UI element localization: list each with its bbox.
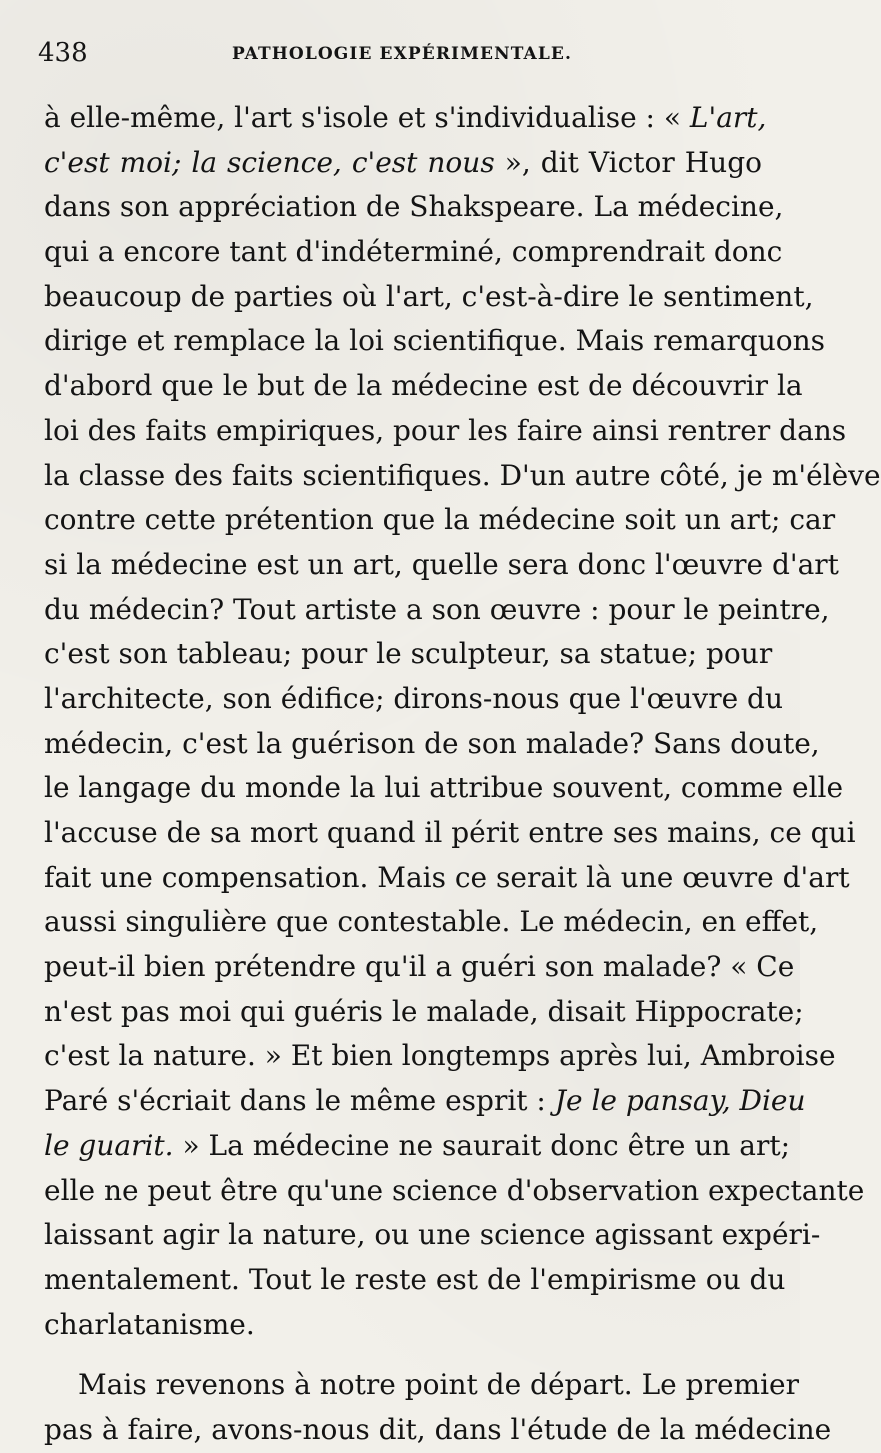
text-line-24: le guarit. » La médecine ne saurait donc être un art; [44, 1128, 791, 1162]
text-line-11: si la médecine est un art, quelle sera donc l'œuvre d'art [44, 547, 839, 581]
text-line-30: pas à faire, avons-nous dit, dans l'étude de la médecine [44, 1412, 832, 1446]
text-line-27: mentalement. Tout le reste est de l'empirisme ou du [44, 1262, 786, 1296]
text-line-13: c'est son tableau; pour le sculpteur, sa statue; pour [44, 637, 773, 671]
text-line-23: Paré s'écriait dans le même esprit : Je le pansay, Dieu [44, 1084, 806, 1118]
text-line-25: elle ne peut être qu'une science d'observation expectante [44, 1173, 865, 1207]
text-line-6: dirige et remplace la loi scientifique. Mais remarquons [44, 324, 825, 358]
body-text [44, 96, 881, 1453]
text-line-29: Mais revenons à notre point de départ. Le premier [78, 1368, 799, 1402]
text-line-8: loi des faits empiriques, pour les faire ainsi rentrer dans [44, 413, 847, 447]
text-line-14: l'architecte, son édifice; dirons-nous que l'œuvre du [44, 681, 784, 715]
page-number: 438 [38, 38, 88, 68]
page-header [38, 33, 762, 73]
text-line-19: aussi singulière que contestable. Le médecin, en effet, [44, 905, 819, 939]
text-line-21: n'est pas moi qui guéris le malade, disait Hippocrate; [44, 994, 804, 1028]
text-line-12: du médecin? Tout artiste a son œuvre : pour le peintre, [44, 592, 830, 626]
text-line-5: beaucoup de parties où l'art, c'est-à-dire le sentiment, [44, 279, 814, 313]
text-line-28: charlatanisme. [44, 1307, 255, 1341]
text-line-4: qui a encore tant d'indéterminé, comprendrait donc [44, 235, 783, 269]
text-line-2: c'est moi; la science, c'est nous », dit Victor Hugo [44, 145, 762, 179]
text-line-1: à elle-même, l'art s'isole et s'individualise : « L'art, [44, 101, 767, 134]
text-line-18: fait une compensation. Mais ce serait là une œuvre d'art [44, 860, 850, 894]
text-line-22: c'est la nature. » Et bien longtemps après lui, Ambroise [44, 1039, 836, 1073]
text-line-7: d'abord que le but de la médecine est de découvrir la [44, 369, 803, 403]
text-line-15: médecin, c'est la guérison de son malade? Sans doute, [44, 726, 820, 760]
text-line-17: l'accuse de sa mort quand il périt entre ses mains, ce qui [44, 816, 856, 849]
running-title: PATHOLOGIE EXPÉRIMENTALE. [232, 44, 572, 64]
text-line-20: peut-il bien prétendre qu'il a guéri son malade? « Ce [44, 950, 795, 984]
text-line-9: la classe des faits scientifiques. D'un autre côté, je m'élève [44, 458, 881, 492]
text-line-16: le langage du monde la lui attribue souvent, comme elle [44, 771, 844, 805]
text-line-3: dans son appréciation de Shakspeare. La médecine, [44, 190, 784, 224]
text-line-10: contre cette prétention que la médecine soit un art; car [44, 503, 836, 537]
text-line-26: laissant agir la nature, ou une science agissant expéri- [44, 1218, 821, 1252]
